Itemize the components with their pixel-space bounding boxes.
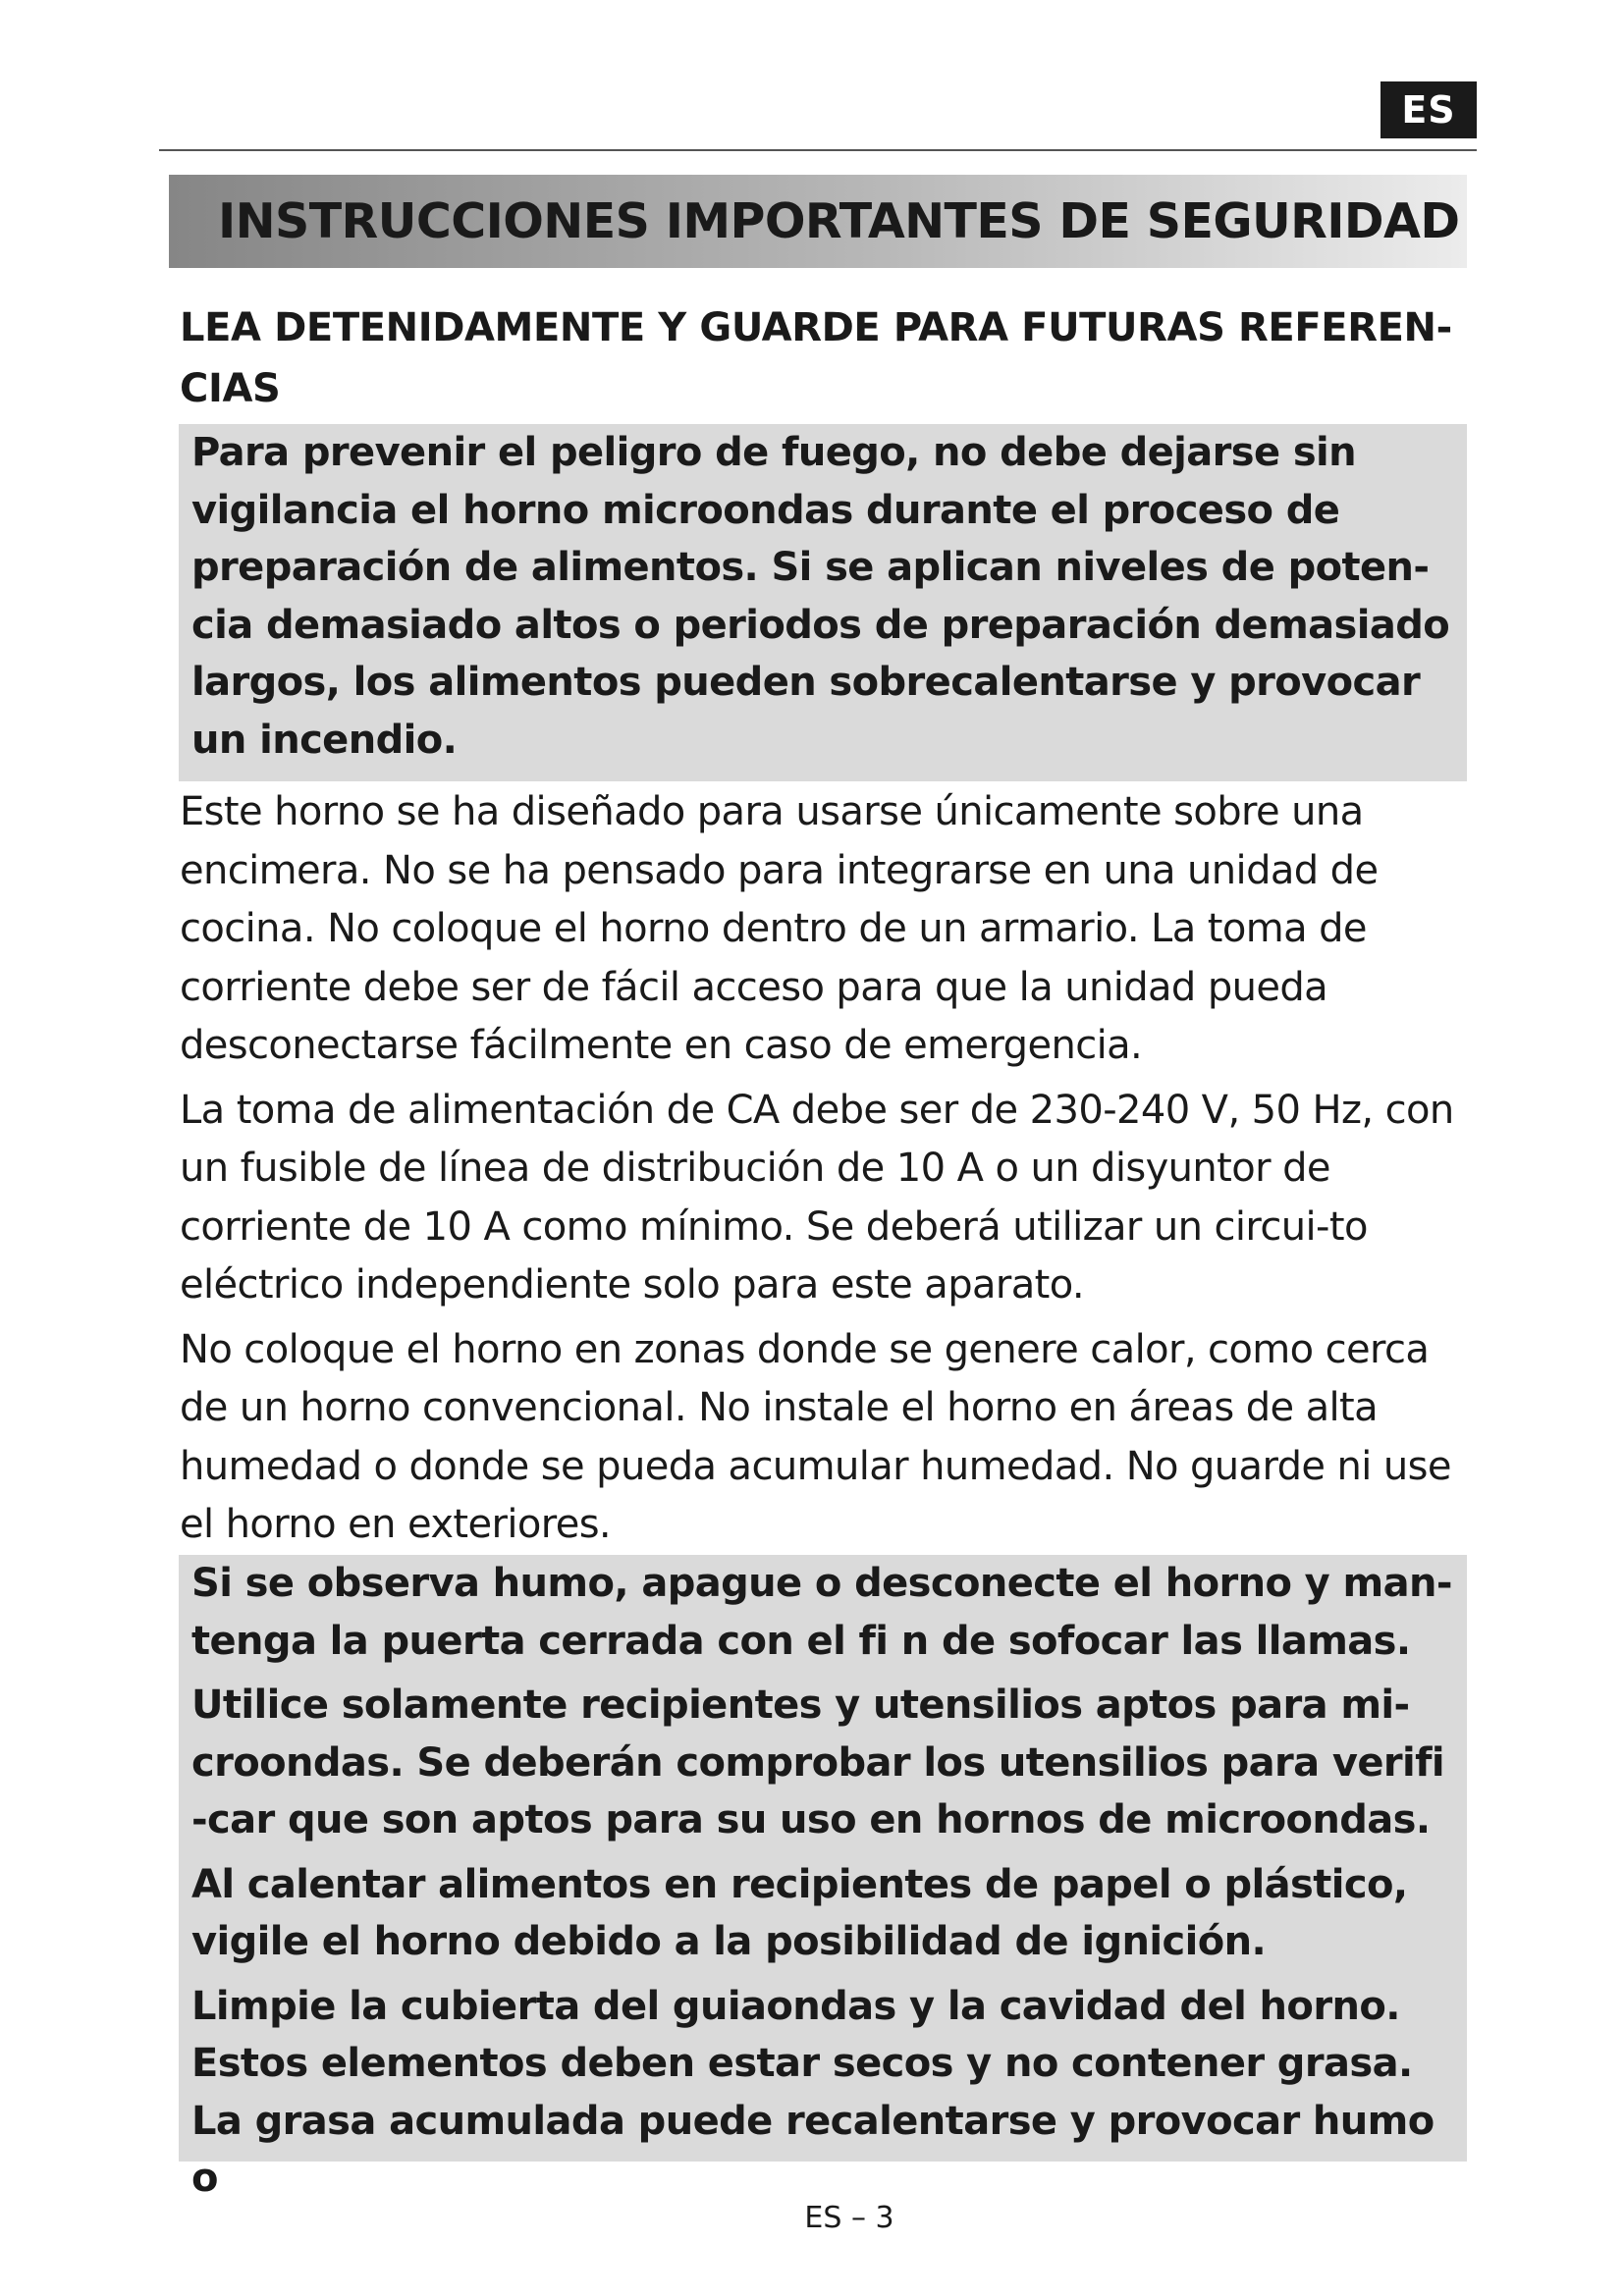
page-number: ES – 3 xyxy=(804,2201,894,2235)
safety-warning-box xyxy=(179,1555,1467,2201)
title-banner xyxy=(169,175,1467,268)
fire-warning-box xyxy=(179,424,1467,781)
body-paragraph: La toma de alimentación de CA debe ser de 230-240 V, 50 Hz, con un fusible de línea de distribución de 10 A o un disyuntor de corriente de 10 A como mínimo. Se deberá utilizar un circui-to eléctrico independiente solo para este aparato. xyxy=(180,1087,1454,1308)
header-divider xyxy=(159,149,1477,151)
warning-paragraph: Limpie la cubierta del guiaondas y la cavidad del horno. Estos elementos deben estar secos y no contener grasa. La grasa acumulada puede recalentarse y provocar humo o xyxy=(191,1983,1435,2201)
section-subheading: LEA DETENIDAMENTE Y GUARDE PARA FUTURAS REFEREN-CIAS xyxy=(180,305,1452,411)
warning-paragraph: Para prevenir el peligro de fuego, no debe dejarse sin vigilancia el horno microondas durante el proceso de preparación de alimentos. Si se aplican niveles de poten-cia demasiado altos o periodos de preparación demasiado largos, los alimentos pueden sobrecalentarse y provocar un incendio. xyxy=(191,430,1450,763)
warning-paragraph: Al calentar alimentos en recipientes de papel o plástico, vigile el horno debido a la posibilidad de ignición. xyxy=(191,1861,1408,1964)
language-badge: ES xyxy=(1380,81,1477,138)
body-paragraph: No coloque el horno en zonas donde se genere calor, como cerca de un horno convencional. No instale el horno en áreas de alta humedad o donde se pueda acumular humedad. No guarde ni use el horno en exteriores. xyxy=(180,1326,1451,1547)
warning-paragraph: Si se observa humo, apague o desconecte el horno y man-tenga la puerta cerrada con el fi n de sofocar las llamas. xyxy=(191,1561,1452,1664)
warning-paragraph: Utilice solamente recipientes y utensilios aptos para mi-croondas. Se deberán comprobar los utensilios para verifi -car que son aptos para su uso en hornos de microondas. xyxy=(191,1682,1445,1842)
installation-instructions xyxy=(180,783,1466,1555)
page-title: INSTRUCCIONES IMPORTANTES DE SEGURIDAD xyxy=(218,193,1460,249)
body-paragraph: Este horno se ha diseñado para usarse únicamente sobre una encimera. No se ha pensado para integrarse en una unidad de cocina. No coloque el horno dentro de un armario. La toma de corriente debe ser de fácil acceso para que la unidad pueda desconectarse fácilmente en caso de emergencia. xyxy=(180,789,1379,1068)
